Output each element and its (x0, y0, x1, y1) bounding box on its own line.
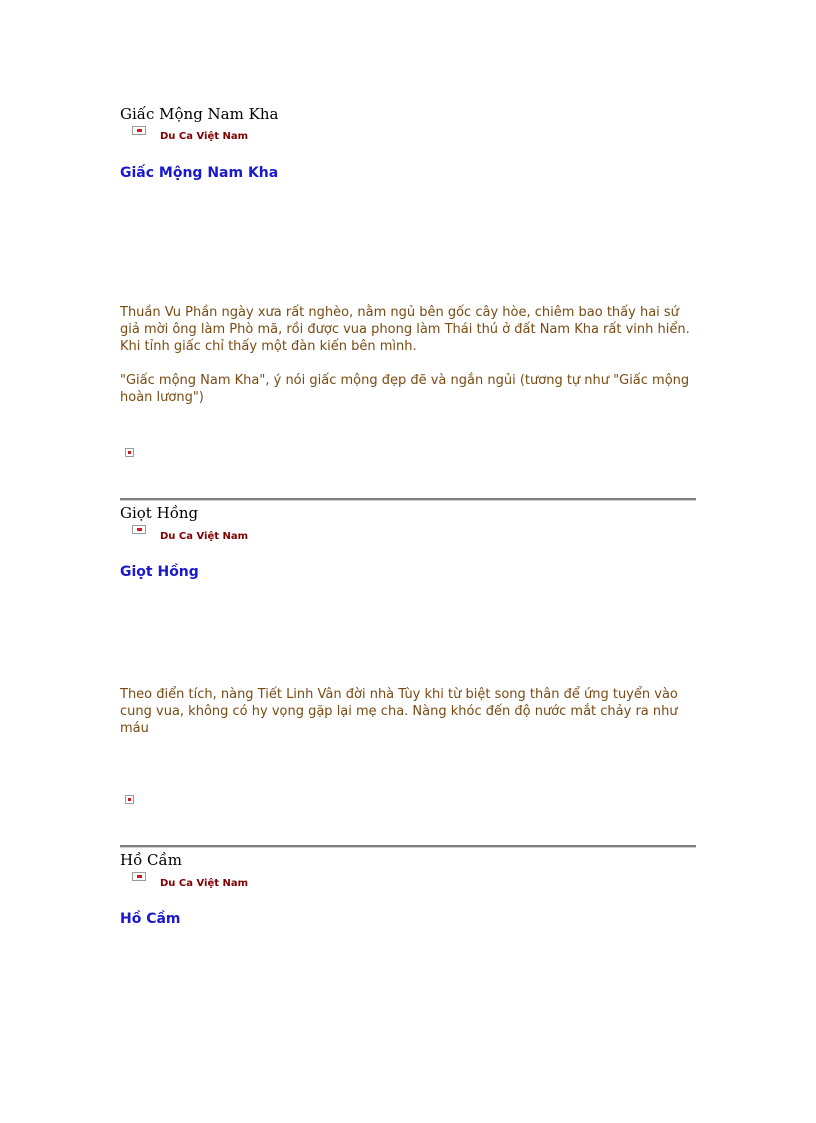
entry-title: Giọt Hồng (120, 504, 199, 522)
entry-ho-cam (120, 0, 696, 1000)
du-ca-viet-nam-link[interactable]: Du Ca Việt Nam (160, 531, 249, 542)
broken-image-icon (132, 872, 146, 881)
song-description: Thuần Vu Phần ngày xưa rất nghèo, nằm ngủ bên gốc cây hòe, chiêm bao thấy hai sứ giả mời ông làm Phò mã, rồi được vua phong làm Thái thú ở đất Nam Kha rất vinh hiển. Khi tỉnh giấc chỉ thấy một đàn kiến bên mình. (120, 305, 690, 354)
du-ca-viet-nam-link[interactable]: Du Ca Việt Nam (160, 878, 249, 889)
entry-title: Giấc Mộng Nam Kha (120, 105, 279, 123)
du-ca-viet-nam-link[interactable]: Du Ca Việt Nam (160, 131, 249, 142)
song-heading: Giọt Hồng (120, 564, 199, 580)
song-note: "Giấc mộng Nam Kha", ý nói giấc mộng đẹp đẽ và ngắn ngủi (tương tự như "Giấc mộng hoàn lương") (120, 373, 690, 405)
song-heading: Hồ Cầm (120, 911, 181, 927)
song-heading: Giấc Mộng Nam Kha (120, 165, 279, 181)
song-description: Theo điển tích, nàng Tiết Linh Vân đời nhà Tùy khi từ biệt song thân để ứng tuyển vào cung vua, không có hy vọng gặp lại mẹ cha. Nàng khóc đến độ nước mắt chảy ra như máu (120, 687, 678, 736)
entry-title: Hồ Cầm (120, 851, 182, 869)
